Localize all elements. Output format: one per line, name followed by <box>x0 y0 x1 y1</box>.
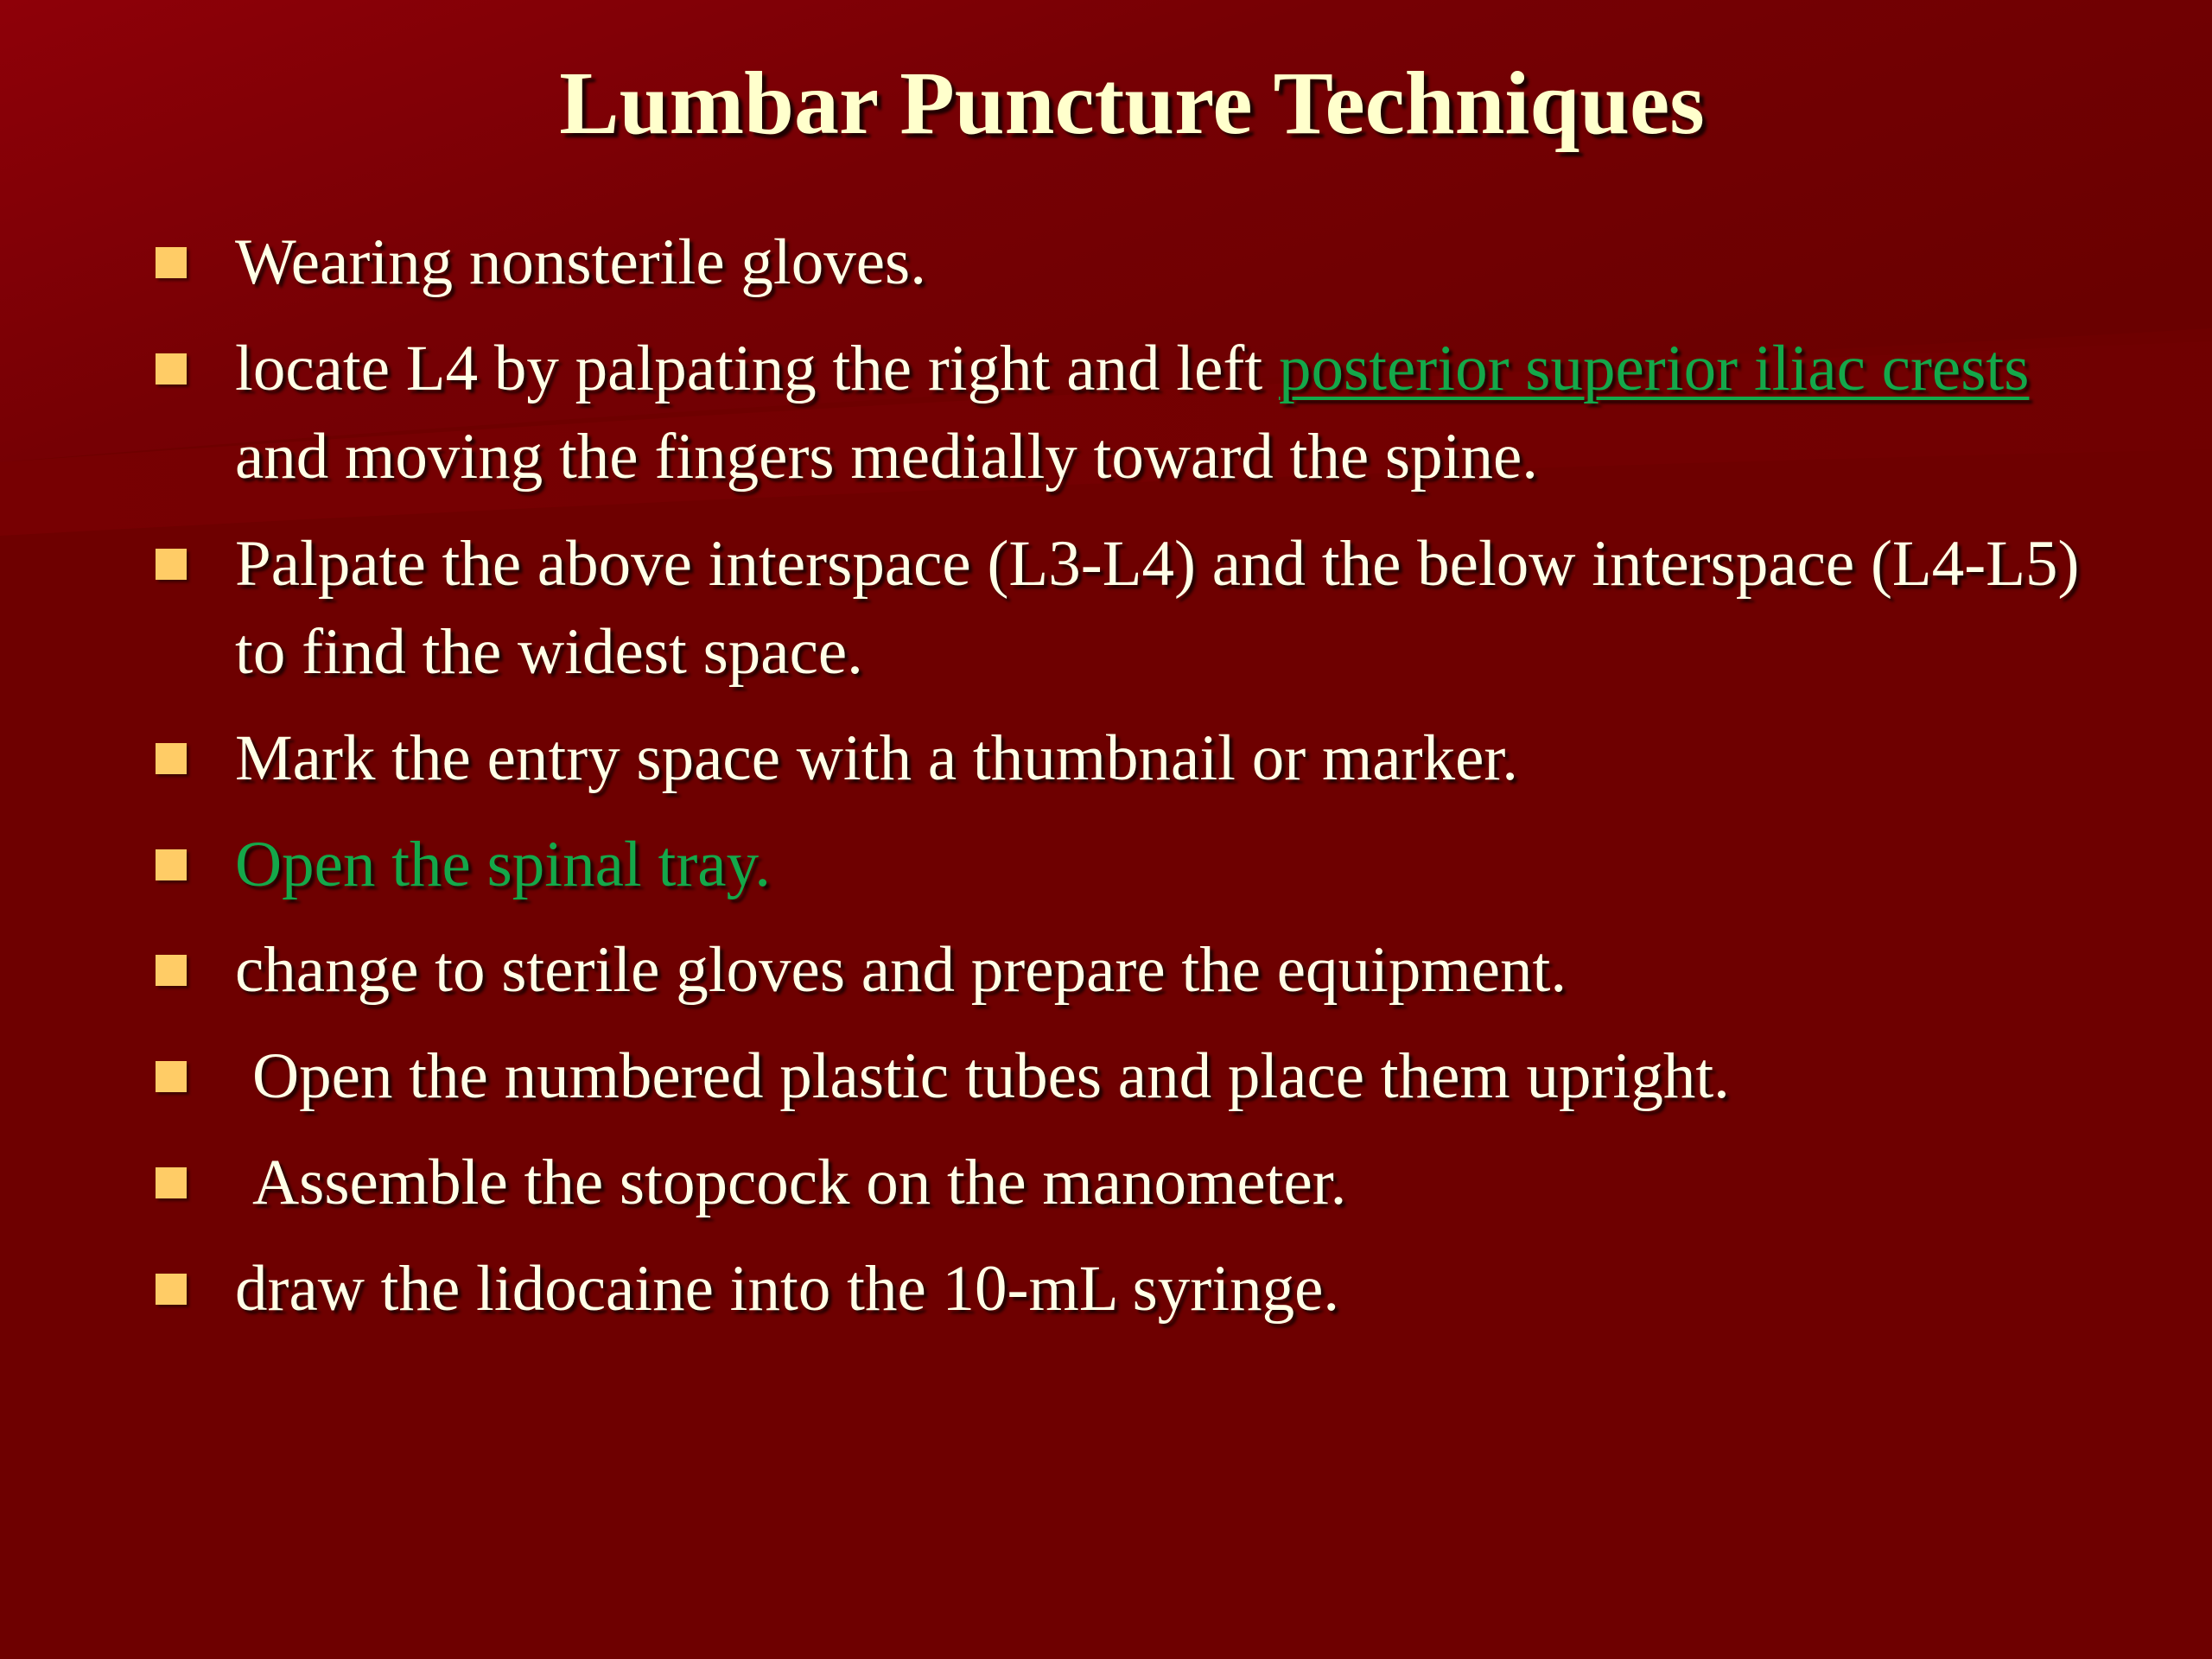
list-item <box>235 715 2093 803</box>
square-bullet-icon <box>156 353 187 385</box>
square-bullet-icon <box>156 955 187 986</box>
square-bullet-icon <box>156 247 187 278</box>
posterior-superior-iliac-crests-link[interactable]: posterior superior iliac crests <box>1278 333 2030 404</box>
list-item <box>235 1033 2093 1121</box>
bullet-text: locate L4 by palpating the right and left <box>235 333 1279 404</box>
square-bullet-icon <box>156 549 187 580</box>
slide-title: Lumbar Puncture Techniques <box>559 54 1705 153</box>
bullet-text: Assemble the stopcock on the manometer. <box>252 1147 1347 1218</box>
list-item <box>235 1139 2093 1227</box>
bullet-text: Open the numbered plastic tubes and place them upright. <box>252 1040 1730 1112</box>
bullet-text: Mark the entry space with a thumbnail or marker. <box>235 722 1518 794</box>
bullet-text-green: Open the spinal tray. <box>235 829 771 900</box>
bullet-text: Palpate the above interspace (L3-L4) and the below interspace (L4-L5) to find the widest space. <box>235 528 2080 688</box>
square-bullet-icon <box>156 1274 187 1305</box>
bullet-text: draw the lidocaine into the 10-mL syringe. <box>235 1253 1340 1325</box>
list-item <box>235 926 2093 1014</box>
square-bullet-icon <box>156 1061 187 1092</box>
list-item <box>235 520 2093 696</box>
square-bullet-icon <box>156 743 187 774</box>
bullet-text: and moving the fingers medially toward the spine. <box>235 421 1538 493</box>
square-bullet-icon <box>156 849 187 880</box>
list-item <box>235 821 2093 909</box>
list-item <box>235 219 2093 307</box>
list-item <box>235 325 2093 501</box>
bullet-text: Wearing nonsterile gloves. <box>235 226 926 298</box>
bullet-text: change to sterile gloves and prepare the equipment. <box>235 934 1567 1006</box>
list-item <box>235 1245 2093 1333</box>
square-bullet-icon <box>156 1167 187 1198</box>
